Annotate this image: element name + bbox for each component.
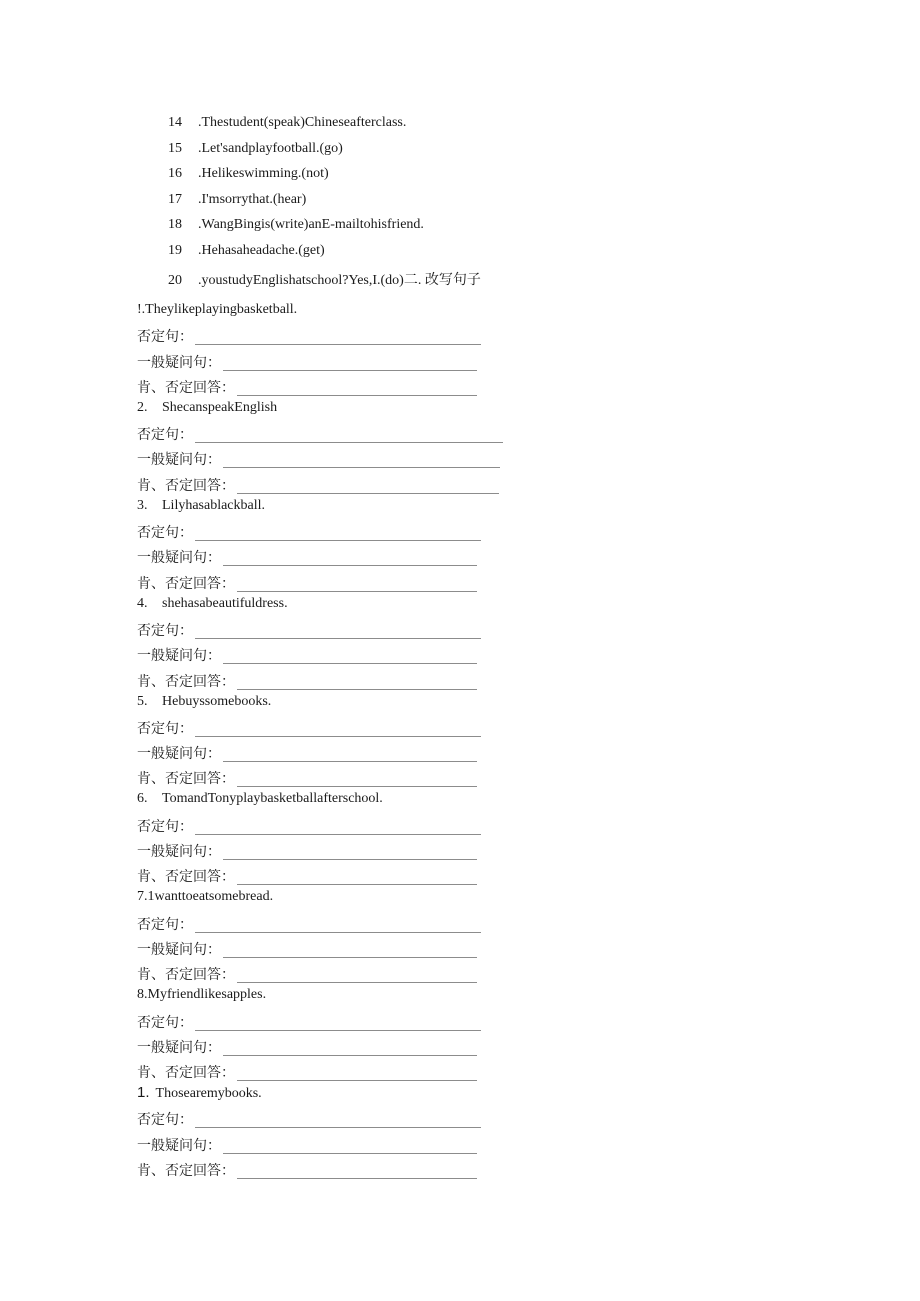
- rewrite-group: [137, 301, 537, 397]
- item-number: 15: [168, 140, 182, 156]
- rewrite-sentence: [137, 986, 537, 1006]
- answer-blank[interactable]: [195, 735, 481, 737]
- rewrite-group: [137, 595, 537, 691]
- answer-blank[interactable]: [195, 343, 481, 345]
- list-item: [168, 242, 481, 268]
- question-label: 一般疑问句：: [137, 1138, 221, 1154]
- answer-blank[interactable]: [195, 931, 481, 933]
- rewrite-sentence: [137, 497, 537, 517]
- negative-label: 否定句：: [137, 526, 193, 542]
- negative-label: 否定句：: [137, 1015, 193, 1031]
- sentence-text: Lilyhasablackball.: [162, 497, 266, 513]
- list-item: [168, 191, 481, 217]
- answer-blank[interactable]: [223, 564, 477, 566]
- answer-blank[interactable]: [195, 1029, 481, 1031]
- answers-label: 肯、否定回答：: [137, 576, 235, 592]
- list-item: [168, 140, 481, 166]
- answers-line: [137, 959, 537, 984]
- answers-line: [137, 1155, 537, 1180]
- question-line: [137, 542, 537, 567]
- sentence-text: .Theylikeplayingbasketball.: [141, 302, 298, 317]
- item-text: .I'msorrythat.(hear): [198, 191, 307, 207]
- answers-label: 肯、否定回答：: [137, 968, 235, 984]
- item-number: 19: [168, 242, 182, 258]
- answer-blank[interactable]: [195, 1126, 481, 1128]
- answer-blank[interactable]: [237, 883, 477, 885]
- answers-line: [137, 567, 537, 592]
- answer-blank[interactable]: [223, 956, 477, 958]
- negative-line: [137, 419, 537, 444]
- answer-blank[interactable]: [223, 662, 477, 664]
- question-line: [137, 738, 537, 763]
- question-label: 一般疑问句：: [137, 649, 221, 665]
- negative-label: 否定句：: [137, 330, 193, 346]
- sentence-text: Hebuyssomebooks.: [162, 693, 272, 709]
- negative-label: 否定句：: [137, 721, 193, 737]
- answer-blank[interactable]: [223, 466, 500, 468]
- answer-blank[interactable]: [237, 1079, 477, 1081]
- negative-label: 否定句：: [137, 917, 193, 933]
- question-line: [137, 836, 537, 861]
- question-line: [137, 444, 537, 469]
- negative-label: 否定句：: [137, 1113, 193, 1129]
- list-item: [168, 272, 481, 298]
- item-number: 20: [168, 273, 182, 288]
- item-text: .Hehasaheadache.(get): [198, 242, 325, 258]
- negative-line: [137, 615, 537, 640]
- list-item: [168, 114, 481, 140]
- negative-line: [137, 713, 537, 738]
- negative-label: 否定句：: [137, 623, 193, 639]
- answers-label: 肯、否定回答：: [137, 674, 235, 690]
- item-number: 16: [168, 166, 182, 181]
- question-line: [137, 640, 537, 665]
- item-text: .Helikeswimming.(not): [198, 166, 329, 181]
- answer-blank[interactable]: [223, 1054, 477, 1056]
- negative-line: [137, 321, 537, 346]
- answer-blank[interactable]: [237, 492, 499, 494]
- answer-blank[interactable]: [237, 1177, 477, 1179]
- answer-blank[interactable]: [195, 441, 503, 443]
- item-text: .WangBingis(write)anE-mailtohisfriend.: [198, 217, 424, 232]
- sentence-text: TomandTonyplaybasketballafterschool.: [162, 791, 383, 807]
- sentence-number: 2.: [137, 399, 148, 415]
- item-text: .Thestudent(speak)Chineseafterclass.: [198, 115, 407, 130]
- question-label: 一般疑问句：: [137, 942, 221, 958]
- question-line: [137, 1032, 537, 1057]
- question-line: [137, 346, 537, 371]
- sentence-text: 8.Myfriendlikesapples.: [137, 987, 267, 1003]
- rewrite-sentence: [137, 888, 537, 908]
- sentence-text: Thosearemybooks.: [155, 1086, 262, 1102]
- answers-label: 肯、否定回答：: [137, 478, 235, 494]
- answer-blank[interactable]: [195, 539, 481, 541]
- sentence-text: ShecanspeakEnglish: [162, 399, 278, 415]
- sentence-number: 6.: [137, 791, 148, 807]
- sentence-number: 3.: [137, 497, 148, 513]
- answer-blank[interactable]: [223, 760, 477, 762]
- question-line: [137, 934, 537, 959]
- sentence-text: 7.1wanttoeatsomebread.: [137, 889, 274, 905]
- answer-blank[interactable]: [237, 981, 477, 983]
- rewrite-sentence: [137, 693, 537, 713]
- rewrite-sentence: [137, 399, 537, 419]
- rewrite-sentence: [137, 790, 537, 810]
- list-item: [168, 216, 481, 242]
- answers-line: [137, 861, 537, 886]
- negative-line: [137, 908, 537, 933]
- answer-blank[interactable]: [195, 833, 481, 835]
- question-label: 一般疑问句：: [137, 747, 221, 763]
- rewrite-sentence: [137, 595, 537, 615]
- sentence-number: !: [137, 302, 142, 317]
- question-label: 一般疑问句：: [137, 551, 221, 567]
- answers-line: [137, 763, 537, 788]
- negative-line: [137, 1006, 537, 1031]
- answers-line: [137, 665, 537, 690]
- answer-blank[interactable]: [237, 590, 477, 592]
- item-number: 18: [168, 217, 182, 232]
- negative-line: [137, 810, 537, 835]
- question-label: 一般疑问句：: [137, 355, 221, 371]
- answer-blank[interactable]: [223, 1152, 477, 1154]
- negative-line: [137, 517, 537, 542]
- rewrite-sentence: [137, 1084, 537, 1104]
- answers-line: [137, 1057, 537, 1082]
- rewrite-group: [137, 497, 537, 593]
- answer-blank[interactable]: [195, 637, 481, 639]
- item-text: .youstudyEnglishatschool?Yes,I.(do)二. 改写句子: [198, 273, 481, 288]
- list-item: [168, 165, 481, 191]
- question-label: 一般疑问句：: [137, 845, 221, 861]
- answers-line: [137, 469, 537, 494]
- negative-line: [137, 1104, 537, 1129]
- rewrite-group: [137, 693, 537, 789]
- answer-blank[interactable]: [237, 394, 477, 396]
- answer-blank[interactable]: [223, 858, 477, 860]
- rewrite-group: [137, 888, 537, 984]
- answers-label: 肯、否定回答：: [137, 1066, 235, 1082]
- sentence-text: shehasabeautifuldress.: [162, 595, 288, 611]
- rewrite-section: [137, 299, 537, 1180]
- answers-label: 肯、否定回答：: [137, 870, 235, 886]
- sentence-number: 5.: [137, 693, 148, 709]
- sentence-number: 4.: [137, 595, 148, 611]
- answer-blank[interactable]: [237, 688, 477, 690]
- rewrite-group: [137, 986, 537, 1082]
- answers-label: 肯、否定回答：: [137, 1164, 235, 1180]
- answers-label: 肯、否定回答：: [137, 772, 235, 788]
- item-text: .Let'sandplayfootball.(go): [198, 140, 343, 156]
- fill-in-items: [168, 114, 481, 298]
- sentence-number: 1.: [137, 1084, 150, 1102]
- question-label: 一般疑问句：: [137, 453, 221, 469]
- negative-label: 否定句：: [137, 819, 193, 835]
- negative-label: 否定句：: [137, 428, 193, 444]
- rewrite-group: [137, 1084, 537, 1180]
- item-number: 14: [168, 115, 182, 130]
- item-number: 17: [168, 191, 182, 207]
- rewrite-group: [137, 399, 537, 495]
- answer-blank[interactable]: [237, 785, 477, 787]
- rewrite-sentence: [137, 301, 537, 321]
- answers-line: [137, 372, 537, 397]
- answers-label: 肯、否定回答：: [137, 380, 235, 396]
- rewrite-group: [137, 790, 537, 886]
- question-line: [137, 1129, 537, 1154]
- answer-blank[interactable]: [223, 369, 477, 371]
- question-label: 一般疑问句：: [137, 1040, 221, 1056]
